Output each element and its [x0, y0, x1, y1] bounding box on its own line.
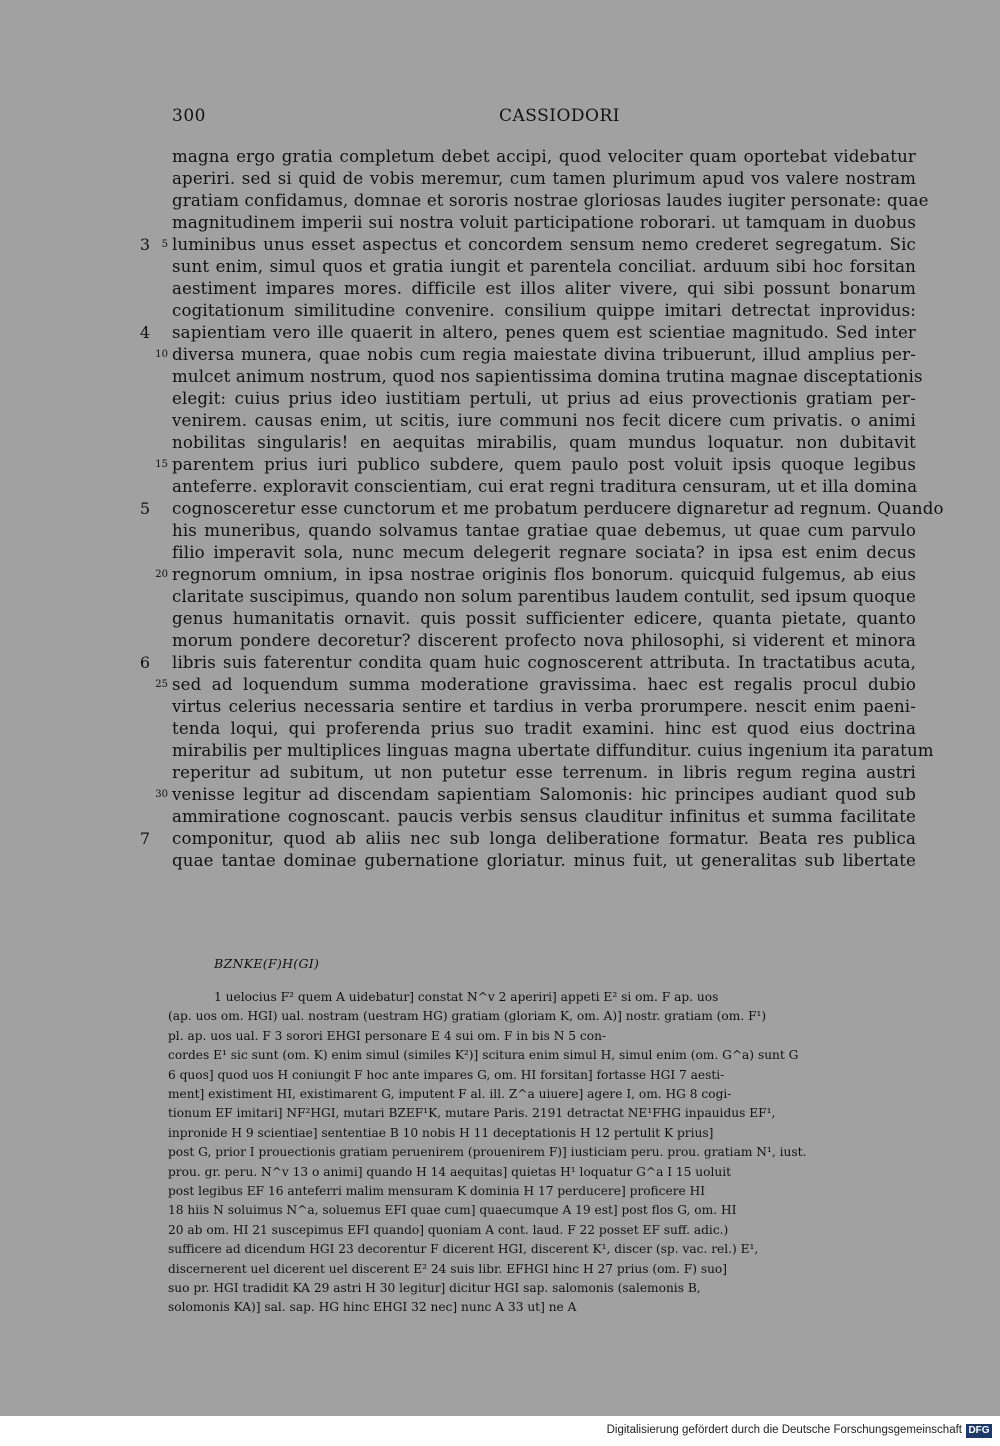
- text-line: genus humanitatis ornavit. quis possit sufficienter edicere, quanta pietate, quanto: [172, 609, 916, 628]
- apparatus-line: post legibus EF 16 anteferri malim mensuram K dominia H 17 perducere] proficere HI: [168, 1184, 706, 1198]
- line-number: 10: [155, 349, 168, 360]
- text-line: gratiam confidamus, domnae et sororis nostrae gloriosas laudes iugiter personate: quae: [172, 191, 929, 210]
- apparatus-line: 1 uelocius F² quem A uidebatur] constat N^v 2 aperiri] appeti E² si om. F ap. uos: [214, 990, 719, 1004]
- apparatus-line: 20 ab om. HI 21 suscepimus EFI quando] quoniam A cont. laud. F 22 posset EF suff. adic.): [168, 1222, 729, 1237]
- apparatus-line: suo pr. HGI tradidit KA 29 astri H 30 legitur] dicitur HGI sap. salomonis (salemonis B,: [168, 1281, 701, 1295]
- text-line: componitur, quod ab aliis nec sub longa deliberatione formatur. Beata res publica: [172, 829, 916, 848]
- apparatus-line: sufficere ad dicendum HGI 23 decorentur F dicerent HGI, discerent K¹, discer (sp. vac. rel.) E¹,: [168, 1242, 759, 1257]
- section-number: 7: [139, 829, 150, 848]
- text-line: morum pondere decoretur? discerent profecto nova philosophi, si viderent et minora: [172, 631, 916, 650]
- apparatus-line: ment] existiment HI, existimarent G, imputent F al. ill. Z^a uiuere] agere I, om. HG 8 cogi-: [168, 1087, 732, 1101]
- section-number: 5: [139, 499, 150, 518]
- text-line: sapientiam vero ille quaerit in altero, penes quem est scientiae magnitudo. Sed inter: [172, 323, 916, 342]
- apparatus-line: discernerent uel dicerent uel discerent E² 24 suis libr. EFHGI hinc H 27 prius (om. F) suo]: [168, 1261, 728, 1276]
- text-line: reperitur ad subitum, ut non putetur esse terrenum. in libris regum regina austri: [172, 763, 916, 782]
- apparatus-line: pl. ap. uos ual. F 3 sorori EHGI personare E 4 sui om. F in bis N 5 con-: [168, 1028, 607, 1043]
- text-line: claritate suscipimus, quando non solum parentibus laudem contulit, sed ipsum quoque: [172, 587, 916, 606]
- text-line: aestiment impares mores. difficile est illos aliter vivere, qui sibi possunt bonarum: [172, 279, 916, 298]
- text-line: sed ad loquendum summa moderatione gravissima. haec est regalis procul dubio: [172, 675, 916, 694]
- apparatus-line: (ap. uos om. HGI) ual. nostram (uestram HG) gratiam (gloriam K, om. A)] nostr. gratiam (om. F¹): [168, 1009, 767, 1024]
- text-line: virtus celerius necessaria sentire et tardius in verba prorumpere. nescit enim paeni-: [172, 697, 916, 716]
- text-line: nobilitas singularis! en aequitas mirabilis, quam mundus loquatur. non dubitavit: [172, 433, 916, 452]
- text-line: parentem prius iuri publico subdere, quem paulo post voluit ipsis quoque legibus: [172, 455, 916, 474]
- apparatus-line: 6 quos] quod uos H coniungit F hoc ante impares G, om. HI forsitan] fortasse HGI 7 aesti-: [168, 1067, 725, 1082]
- line-number: 15: [155, 459, 168, 470]
- text-line: elegit: cuius prius ideo iustitiam pertuli, ut prius ad eius provectionis gratiam per-: [172, 389, 916, 408]
- text-line: anteferre. exploravit conscientiam, cui erat regni traditura censuram, ut et illa domina: [172, 477, 918, 496]
- text-line: quae tantae dominae gubernatione gloriatur. minus fuit, ut generalitas sub libertate: [172, 851, 916, 870]
- text-line: venisse legitur ad discendam sapientiam Salomonis: hic principes audiant quod sub: [172, 785, 916, 804]
- text-line: diversa munera, quae nobis cum regia maiestate divina tribuerunt, illud amplius per-: [172, 345, 916, 364]
- page-number: 300: [172, 106, 206, 126]
- apparatus-line: 18 hiis N soluimus N^a, soluemus EFI quae cum] quaecumque A 19 est] post flos G, om. HI: [168, 1203, 737, 1218]
- line-number: 25: [155, 679, 168, 690]
- apparatus-line: prou. gr. peru. N^v 13 o animi] quando H 14 aequitas] quietas H¹ loquatur G^a I 15 uoluit: [168, 1164, 732, 1179]
- manuscript-sigla: BZNKE(F)H(GI): [214, 956, 320, 971]
- apparatus-line: inpronide H 9 scientiae] sententiae B 10 nobis H 11 deceptationis H 12 pertulit K prius]: [168, 1125, 714, 1140]
- text-line: magna ergo gratia completum debet accipi, quod velociter quam oportebat videbatur: [172, 147, 916, 166]
- line-number: 20: [155, 569, 168, 580]
- section-number: 3: [139, 235, 150, 254]
- text-line: his muneribus, quando solvamus tantae gratiae quae debemus, ut quae cum parvulo: [172, 521, 916, 540]
- text-line: filio imperavit sola, nunc mecum delegerit regnare sociata? in ipsa est enim decus: [172, 543, 916, 562]
- apparatus-line: cordes E¹ sic sunt (om. K) enim simul (similes K²)] scitura enim simul H, simul enim (om. G^a) sunt G: [168, 1048, 799, 1063]
- text-line: mirabilis per multiplices linguas magna ubertate diffunditur. cuius ingenium ita paratum: [172, 741, 934, 760]
- apparatus-line: post G, prior I prouectionis gratiam peruenirem (prouenirem F)] iusticiam peru. prou. gratiam N¹, iust.: [168, 1145, 807, 1160]
- running-title: CASSIODORI: [499, 106, 621, 126]
- text-line: cognosceretur esse cunctorum et me probatum perducere dignaretur ad regnum. Quando: [172, 499, 944, 518]
- apparatus-line: solomonis KA)] sal. sap. HG hinc EHGI 32 nec] nunc A 33 ut] ne A: [168, 1300, 577, 1315]
- text-line: ammiratione cognoscant. paucis verbis sensus clauditur infinitus et summa facilitate: [172, 807, 916, 826]
- text-line: regnorum omnium, in ipsa nostrae originis flos bonorum. quicquid fulgemus, ab eius: [172, 565, 916, 584]
- line-number: 5: [161, 239, 168, 250]
- text-line: mulcet animum nostrum, quod nos sapientissima domina trutina magnae disceptationis: [172, 367, 923, 386]
- text-line: magnitudinem imperii sui nostra voluit participatione roborari. ut tamquam in duobus: [172, 213, 916, 232]
- text-line: aperiri. sed si quid de vobis meremur, cum tamen plurimum apud vos valere nostram: [172, 169, 916, 188]
- text-line: libris suis faterentur condita quam huic cognoscerent attributa. In tractatibus acuta,: [172, 653, 916, 672]
- text-line: luminibus unus esset aspectus et concordem sensum nemo crederet segregatum. Sic: [172, 235, 916, 254]
- section-number: 4: [139, 323, 150, 342]
- text-line: cogitationum similitudine convenire. consilium quippe imitari detrectat inprovidus:: [172, 301, 916, 320]
- section-number: 6: [139, 653, 150, 672]
- funding-notice: Digitalisierung gefördert durch die Deutsche Forschungsgemeinschaft: [606, 1424, 962, 1436]
- line-number: 30: [155, 789, 168, 800]
- text-line: sunt enim, simul quos et gratia iungit et parentela conciliat. arduum sibi hoc forsitan: [172, 257, 916, 276]
- text-line: tenda loqui, qui proferenda prius suo tradit examini. hinc est quod eius doctrina: [172, 719, 916, 738]
- footer-bar: [0, 1416, 1000, 1446]
- apparatus-line: tionum EF imitari] NF²HGI, mutari BZEF¹K, mutare Paris. 2191 detractat NE¹FHG inpauidus EF¹,: [168, 1106, 776, 1121]
- dfg-logo-icon: DFG: [966, 1424, 992, 1438]
- text-line: venirem. causas enim, ut scitis, iure communi nos fecit dicere cum privatis. o animi: [172, 411, 916, 430]
